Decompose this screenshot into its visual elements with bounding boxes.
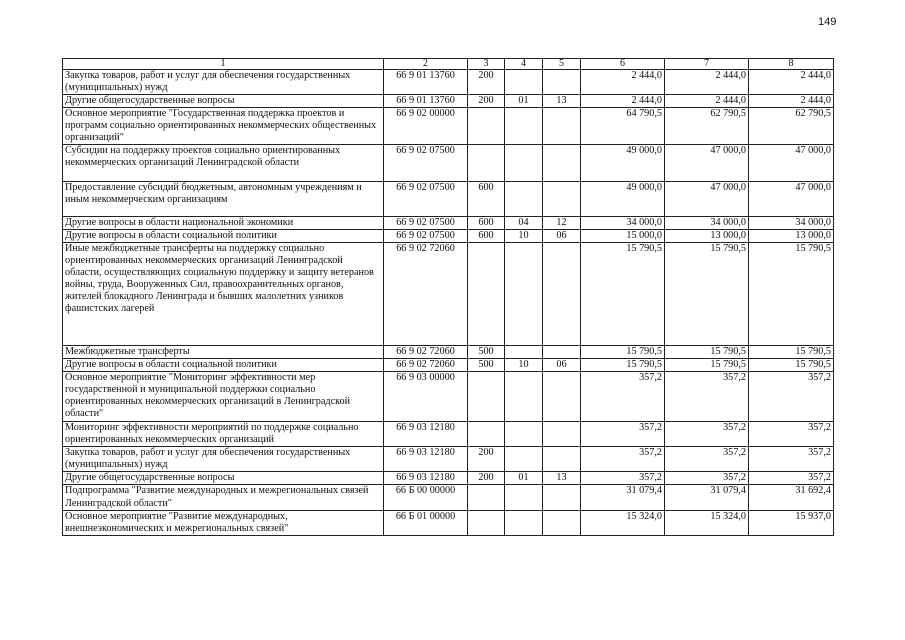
table-row — [63, 145, 834, 182]
expense-type-cell: 600 — [468, 230, 505, 243]
budget-table — [62, 58, 834, 536]
table-row — [63, 359, 834, 372]
section-cell — [505, 372, 543, 422]
subsection-cell: 13 — [543, 472, 581, 485]
item-name-cell: Другие вопросы в области социальной политики — [63, 359, 384, 372]
table-row — [63, 230, 834, 243]
amount-year1-cell: 31 079,4 — [581, 485, 665, 510]
item-name-cell: Основное мероприятие "Мониторинг эффективности мер государственной и муниципальной поддержки социально ориентированных некоммерческих организаций в Ленинградской области" — [63, 372, 384, 422]
column-header: 5 — [543, 59, 581, 70]
section-cell — [505, 70, 543, 95]
subsection-cell: 06 — [543, 359, 581, 372]
item-name-cell: Другие общегосударственные вопросы — [63, 472, 384, 485]
target-article-cell: 66 9 02 07500 — [384, 230, 468, 243]
subsection-cell — [543, 510, 581, 535]
expense-type-cell: 500 — [468, 359, 505, 372]
amount-year2-cell: 47 000,0 — [665, 182, 749, 217]
amount-year2-cell: 357,2 — [665, 372, 749, 422]
amount-year3-cell: 357,2 — [749, 422, 834, 447]
item-name-cell: Межбюджетные трансферты — [63, 346, 384, 359]
column-header: 3 — [468, 59, 505, 70]
target-article-cell: 66 9 01 13760 — [384, 70, 468, 95]
table-row — [63, 182, 834, 217]
amount-year2-cell: 13 000,0 — [665, 230, 749, 243]
expense-type-cell: 200 — [468, 95, 505, 108]
subsection-cell — [543, 70, 581, 95]
item-name-cell: Основное мероприятие "Развитие международных, внешнеэкономических и межрегиональных связей" — [63, 510, 384, 535]
section-cell — [505, 447, 543, 472]
amount-year2-cell: 34 000,0 — [665, 217, 749, 230]
table-row — [63, 447, 834, 472]
expense-type-cell: 200 — [468, 472, 505, 485]
amount-year3-cell: 34 000,0 — [749, 217, 834, 230]
table-row — [63, 485, 834, 510]
column-header: 6 — [581, 59, 665, 70]
amount-year3-cell: 62 790,5 — [749, 108, 834, 145]
item-name-cell: Предоставление субсидий бюджетным, автономным учреждениям и иным некоммерческим организациям — [63, 182, 384, 217]
section-cell: 04 — [505, 217, 543, 230]
table-row — [63, 510, 834, 535]
section-cell: 01 — [505, 472, 543, 485]
expense-type-cell: 600 — [468, 182, 505, 217]
amount-year1-cell: 357,2 — [581, 372, 665, 422]
amount-year3-cell: 357,2 — [749, 447, 834, 472]
amount-year2-cell: 15 790,5 — [665, 346, 749, 359]
section-cell: 01 — [505, 95, 543, 108]
item-name-cell: Подпрограмма "Развитие международных и межрегиональных связей Ленинградской области" — [63, 485, 384, 510]
column-header: 7 — [665, 59, 749, 70]
target-article-cell: 66 9 03 12180 — [384, 447, 468, 472]
table-row — [63, 108, 834, 145]
column-header: 8 — [749, 59, 834, 70]
item-name-cell: Иные межбюджетные трансферты на поддержку социально ориентированных некоммерческих организаций Ленинградской области, осуществляющих социальную поддержку и защиту ветеранов войны, труда, Вооруженных Сил, правоохранительных органов, жителей блокадного Ленинграда и бывших малолетних узников фашистских лагерей — [63, 243, 384, 346]
table-row — [63, 243, 834, 346]
section-cell — [505, 422, 543, 447]
target-article-cell: 66 Б 01 00000 — [384, 510, 468, 535]
table-row — [63, 95, 834, 108]
column-header: 1 — [63, 59, 384, 70]
section-cell — [505, 485, 543, 510]
target-article-cell: 66 9 03 00000 — [384, 372, 468, 422]
amount-year3-cell: 357,2 — [749, 472, 834, 485]
amount-year2-cell: 47 000,0 — [665, 145, 749, 182]
amount-year1-cell: 357,2 — [581, 472, 665, 485]
expense-type-cell: 600 — [468, 217, 505, 230]
amount-year3-cell: 15 790,5 — [749, 243, 834, 346]
column-header: 2 — [384, 59, 468, 70]
target-article-cell: 66 9 01 13760 — [384, 95, 468, 108]
target-article-cell: 66 9 03 12180 — [384, 472, 468, 485]
target-article-cell: 66 9 02 72060 — [384, 359, 468, 372]
section-cell — [505, 108, 543, 145]
table-row — [63, 472, 834, 485]
amount-year3-cell: 15 937,0 — [749, 510, 834, 535]
table-row — [63, 346, 834, 359]
section-cell: 10 — [505, 359, 543, 372]
expense-type-cell: 200 — [468, 447, 505, 472]
amount-year2-cell: 357,2 — [665, 472, 749, 485]
amount-year2-cell: 357,2 — [665, 447, 749, 472]
amount-year3-cell: 2 444,0 — [749, 70, 834, 95]
item-name-cell: Основное мероприятие "Государственная поддержка проектов и программ социально ориентированных некоммерческих общественных организаций" — [63, 108, 384, 145]
expense-type-cell — [468, 145, 505, 182]
amount-year1-cell: 15 000,0 — [581, 230, 665, 243]
target-article-cell: 66 Б 00 00000 — [384, 485, 468, 510]
amount-year3-cell: 47 000,0 — [749, 145, 834, 182]
item-name-cell: Другие вопросы в области социальной политики — [63, 230, 384, 243]
amount-year2-cell: 31 079,4 — [665, 485, 749, 510]
subsection-cell — [543, 372, 581, 422]
amount-year1-cell: 64 790,5 — [581, 108, 665, 145]
table-row — [63, 70, 834, 95]
target-article-cell: 66 9 02 00000 — [384, 108, 468, 145]
expense-type-cell — [468, 108, 505, 145]
amount-year3-cell: 47 000,0 — [749, 182, 834, 217]
amount-year3-cell: 357,2 — [749, 372, 834, 422]
expense-type-cell — [468, 243, 505, 346]
section-cell — [505, 243, 543, 346]
item-name-cell: Мониторинг эффективности мероприятий по поддержке социально ориентированных некоммерческих организаций — [63, 422, 384, 447]
item-name-cell: Закупка товаров, работ и услуг для обеспечения государственных (муниципальных) нужд — [63, 447, 384, 472]
table-header-row — [63, 59, 834, 70]
amount-year2-cell: 62 790,5 — [665, 108, 749, 145]
subsection-cell — [543, 145, 581, 182]
amount-year1-cell: 15 790,5 — [581, 359, 665, 372]
amount-year1-cell: 34 000,0 — [581, 217, 665, 230]
subsection-cell: 13 — [543, 95, 581, 108]
amount-year1-cell: 49 000,0 — [581, 182, 665, 217]
page-number: 149 — [818, 16, 837, 28]
subsection-cell — [543, 243, 581, 346]
amount-year2-cell: 2 444,0 — [665, 95, 749, 108]
item-name-cell: Другие общегосударственные вопросы — [63, 95, 384, 108]
section-cell — [505, 510, 543, 535]
amount-year3-cell: 2 444,0 — [749, 95, 834, 108]
amount-year1-cell: 2 444,0 — [581, 70, 665, 95]
table-row — [63, 422, 834, 447]
subsection-cell — [543, 447, 581, 472]
amount-year1-cell: 357,2 — [581, 447, 665, 472]
column-header: 4 — [505, 59, 543, 70]
target-article-cell: 66 9 02 72060 — [384, 243, 468, 346]
amount-year1-cell: 2 444,0 — [581, 95, 665, 108]
amount-year1-cell: 49 000,0 — [581, 145, 665, 182]
subsection-cell — [543, 108, 581, 145]
section-cell — [505, 182, 543, 217]
item-name-cell: Другие вопросы в области национальной экономики — [63, 217, 384, 230]
amount-year3-cell: 13 000,0 — [749, 230, 834, 243]
expense-type-cell — [468, 372, 505, 422]
expense-type-cell — [468, 422, 505, 447]
target-article-cell: 66 9 02 72060 — [384, 346, 468, 359]
amount-year2-cell: 15 324,0 — [665, 510, 749, 535]
target-article-cell: 66 9 02 07500 — [384, 182, 468, 217]
subsection-cell: 12 — [543, 217, 581, 230]
amount-year2-cell: 15 790,5 — [665, 359, 749, 372]
amount-year2-cell: 357,2 — [665, 422, 749, 447]
subsection-cell — [543, 182, 581, 217]
item-name-cell: Закупка товаров, работ и услуг для обеспечения государственных (муниципальных) нужд — [63, 70, 384, 95]
subsection-cell: 06 — [543, 230, 581, 243]
amount-year3-cell: 15 790,5 — [749, 359, 834, 372]
amount-year3-cell: 15 790,5 — [749, 346, 834, 359]
section-cell — [505, 145, 543, 182]
expense-type-cell: 200 — [468, 70, 505, 95]
subsection-cell — [543, 422, 581, 447]
target-article-cell: 66 9 03 12180 — [384, 422, 468, 447]
table-row — [63, 217, 834, 230]
section-cell: 10 — [505, 230, 543, 243]
table-row — [63, 372, 834, 422]
expense-type-cell: 500 — [468, 346, 505, 359]
subsection-cell — [543, 485, 581, 510]
expense-type-cell — [468, 485, 505, 510]
subsection-cell — [543, 346, 581, 359]
amount-year2-cell: 15 790,5 — [665, 243, 749, 346]
amount-year1-cell: 15 324,0 — [581, 510, 665, 535]
section-cell — [505, 346, 543, 359]
amount-year1-cell: 15 790,5 — [581, 346, 665, 359]
amount-year2-cell: 2 444,0 — [665, 70, 749, 95]
target-article-cell: 66 9 02 07500 — [384, 217, 468, 230]
amount-year1-cell: 357,2 — [581, 422, 665, 447]
item-name-cell: Субсидии на поддержку проектов социально ориентированных некоммерческих организаций Ленинградской области — [63, 145, 384, 182]
amount-year1-cell: 15 790,5 — [581, 243, 665, 346]
expense-type-cell — [468, 510, 505, 535]
target-article-cell: 66 9 02 07500 — [384, 145, 468, 182]
amount-year3-cell: 31 692,4 — [749, 485, 834, 510]
